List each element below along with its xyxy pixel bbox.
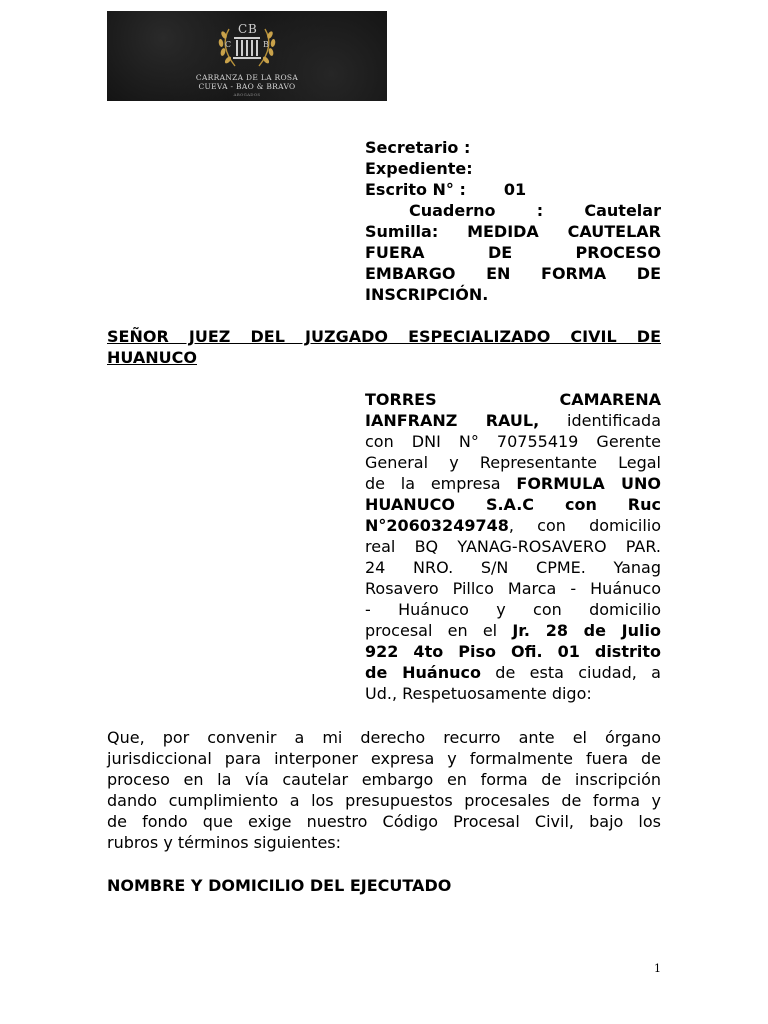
company-name: FORMULA UNO — [516, 474, 661, 493]
svg-text:C: C — [238, 22, 248, 36]
svg-text:C: C — [225, 40, 232, 49]
party-text: procesal en el — [365, 621, 513, 640]
party-line-7 — [365, 515, 661, 536]
escrito-label: Escrito N° : — [365, 180, 466, 199]
firm-name-line-1: CARRANZA DE LA ROSA — [195, 73, 299, 82]
party-text: de la empresa — [365, 474, 517, 493]
party-text: , con domicilio — [508, 516, 661, 535]
addressee-line-2: HUANUCO — [107, 348, 197, 367]
section-heading: NOMBRE Y DOMICILIO DEL EJECUTADO — [107, 876, 452, 895]
secretario-label: Secretario : — [365, 138, 471, 157]
party-line-15: Ud., Respetuosamente digo: — [365, 684, 592, 703]
party-surname-2: CAMARENA — [559, 390, 661, 409]
page-number: 1 — [654, 962, 661, 975]
escrito-line — [365, 179, 661, 200]
svg-text:B: B — [263, 40, 269, 49]
sumilla-line-3: EMBARGO EN FORMA DE — [365, 264, 661, 283]
cuaderno-label: Cuaderno : — [409, 201, 544, 220]
party-line-6: HUANUCO S.A.C con Ruc — [365, 495, 661, 514]
sumilla-word-de: DE — [487, 243, 513, 262]
body-line-1: Que, por convenir a mi derecho recurro ante el órgano — [107, 728, 661, 747]
party-line-12 — [365, 620, 661, 641]
sumilla-word-proceso: PROCESO — [575, 243, 661, 262]
sumilla-line-4: INSCRIPCIÓN. — [365, 285, 489, 304]
sumilla-word-fuera: FUERA — [365, 243, 425, 262]
body-line-2: jurisdiccional para interponer expresa y formalmente fuera de — [107, 749, 661, 768]
body-line-4: dando cumplimiento a los presupuestos procesales de forma y — [107, 791, 661, 810]
party-identification — [365, 389, 661, 704]
procesal-address: Jr. 28 de Julio — [512, 621, 661, 640]
cuaderno-value: Cautelar — [584, 201, 661, 220]
case-header — [365, 137, 661, 305]
district-name: de Huánuco — [365, 663, 481, 682]
party-line-14 — [365, 662, 661, 683]
body-line-5: de fondo que exige nuestro Código Procesal Civil, bajo los — [107, 812, 661, 831]
addressee-heading — [107, 326, 661, 368]
ruc-number: N°20603249748 — [365, 516, 509, 535]
party-surname-1: TORRES — [365, 390, 437, 409]
sumilla-line-1 — [365, 221, 661, 242]
expediente-label: Expediente: — [365, 159, 473, 178]
svg-text:B: B — [248, 22, 257, 36]
escrito-value: 01 — [503, 180, 527, 199]
sumilla-text-1: MEDIDA CAUTELAR — [467, 222, 661, 241]
party-line-13: 922 4to Piso Ofi. 01 distrito — [365, 642, 661, 661]
party-given-names: IANFRANZ RAUL, — [365, 411, 540, 430]
party-line-1 — [365, 389, 661, 410]
party-line-2 — [365, 410, 661, 431]
party-line-11: - Huánuco y con domicilio — [365, 600, 661, 619]
body-line-6: rubros y términos siguientes: — [107, 833, 342, 852]
body-line-3: proceso en la vía cautelar embargo en forma de inscripción — [107, 770, 661, 789]
firm-name-line-2: CUEVA - BAO & BRAVO — [198, 82, 296, 91]
addressee-line-1: SEÑOR JUEZ DEL JUZGADO ESPECIALIZADO CIVIL DE — [107, 327, 661, 346]
firm-tagline: ABOGADOS — [233, 92, 261, 97]
party-line-8: real BQ YANAG-ROSAVERO PAR. — [365, 537, 661, 556]
party-text: de esta ciudad, a — [480, 663, 661, 682]
body-paragraph — [107, 727, 661, 853]
sumilla-line-2 — [365, 242, 661, 263]
sumilla-label: Sumilla: — [365, 222, 439, 241]
party-line-10: Rosavero Pillco Marca - Huánuco — [365, 579, 661, 598]
party-line-9: 24 NRO. S/N CPME. Yanag — [365, 558, 661, 577]
party-line-4: General y Representante Legal — [365, 453, 661, 472]
party-line-3: con DNI N° 70755419 Gerente — [365, 432, 661, 451]
cuaderno-line — [365, 200, 661, 221]
firm-logo-banner — [107, 11, 387, 101]
party-text: identificada — [539, 411, 661, 430]
party-line-5 — [365, 473, 661, 494]
